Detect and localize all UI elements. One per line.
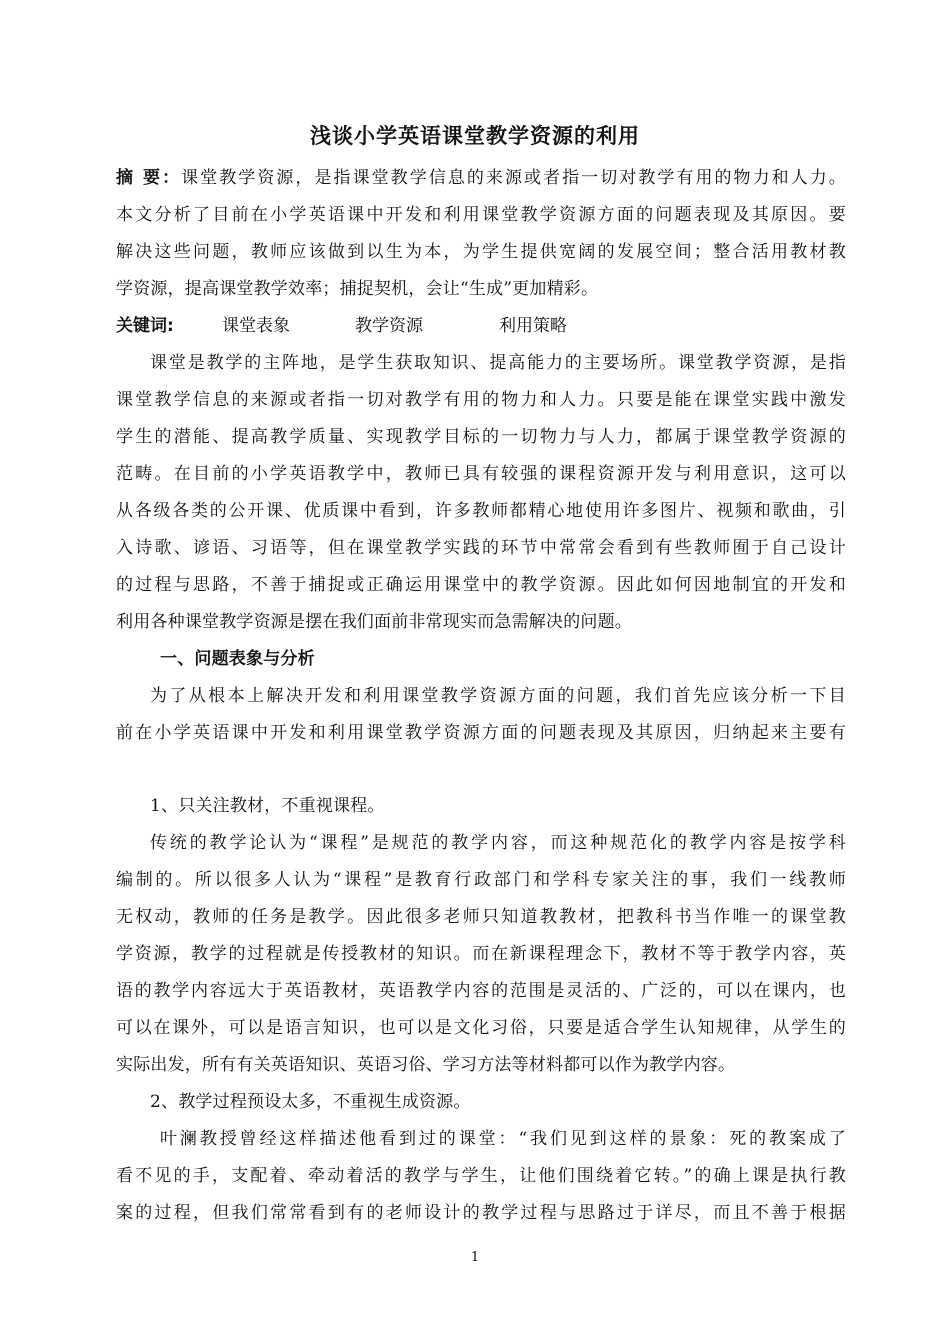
keyword-item: 课堂表象 — [222, 316, 290, 336]
point-para-line: 编制的。所以很多人认为“课程”是教育行政部门和学科专家关注的事，我们一线教师 — [116, 870, 846, 890]
point-heading: 1、只关注教材，不重视课程。 — [150, 796, 385, 816]
point-para-line: 案的过程，但我们常常看到有的老师设计的教学过程与思路过于详尽，而且不善于根据 — [116, 1203, 846, 1223]
abstract-line-1: 摘 要：课堂教学资源，是指课堂教学信息的来源或者指一切对教学有用的物力和人力。 — [116, 168, 846, 188]
keywords-label: 关键词: — [116, 316, 174, 336]
section-para-line: 为了从根本上解决开发和利用课堂教学资源方面的问题，我们首先应该分析一下目 — [150, 686, 846, 706]
intro-line: 学生的潜能、提高教学质量、实现教学目标的一切物力与人力，都属于课堂教学资源的 — [116, 427, 846, 447]
abstract-line-4: 学资源，提高课堂教学效率；捕捉契机，会让“生成”更加精彩。 — [116, 279, 599, 299]
intro-line: 利用各种课堂教学资源是摆在我们面前非常现实而急需解决的问题。 — [116, 612, 632, 632]
point-para-line: 看不见的手，支配着、牵动着活的教学与学生，让他们围绕着它转。”的确上课是执行教 — [116, 1166, 846, 1186]
section-para-line: 前在小学英语课中开发和利用课堂教学资源方面的问题表现及其原因，归纳起来主要有 — [116, 723, 846, 743]
point-para-line: 实际出发，所有有关英语知识、英语习俗、学习方法等材料都可以作为教学内容。 — [116, 1055, 736, 1075]
intro-line: 入诗歌、谚语、习语等，但在课堂教学实践的环节中常常会看到有些教师囿于自己设计 — [116, 538, 846, 558]
abstract-label: 摘 要： — [116, 168, 182, 188]
abstract-line-3: 解决这些问题，教师应该做到以生为本，为学生提供宽阔的发展空间；整合活用教材教 — [116, 242, 846, 262]
keyword-item: 利用策略 — [499, 316, 567, 336]
document-title: 浅谈小学英语课堂教学资源的利用 — [310, 124, 640, 148]
intro-line: 从各级各类的公开课、优质课中看到，许多教师都精心地使用许多图片、视频和歌曲，引 — [116, 501, 846, 521]
intro-line: 课堂教学信息的来源或者指一切对教学有用的物力和人力。只要是能在课堂实践中激发 — [116, 390, 846, 410]
point-para-line: 学资源，教学的过程就是传授教材的知识。而在新课程理念下，教材不等于教学内容，英 — [116, 944, 846, 964]
point-para-line: 无权动，教师的任务是教学。因此很多老师只知道教教材，把教科书当作唯一的课堂教 — [116, 907, 846, 927]
intro-line: 课堂是教学的主阵地，是学生获取知识、提高能力的主要场所。课堂教学资源，是指 — [150, 353, 846, 373]
point-para-line: 叶澜教授曾经这样描述他看到过的课堂：“我们见到这样的景象：死的教案成了 — [160, 1129, 846, 1149]
intro-line: 范畴。在目前的小学英语教学中，教师已具有较强的课程资源开发与利用意识，这可以 — [116, 464, 846, 484]
abstract-line-2: 本文分析了目前在小学英语课中开发和利用课堂教学资源方面的问题表现及其原因。要 — [116, 205, 846, 225]
keyword-item: 教学资源 — [355, 316, 423, 336]
point-heading: 2、教学过程预设太多，不重视生成资源。 — [150, 1092, 471, 1112]
point-para-line: 语的教学内容远大于英语教材，英语教学内容的范围是灵活的、广泛的，可以在课内，也 — [116, 981, 846, 1001]
point-para-line: 传统的教学论认为“课程”是规范的教学内容，而这种规范化的教学内容是按学科 — [150, 833, 846, 853]
page-number: 1 — [470, 1250, 480, 1265]
point-para-line: 可以在课外，可以是语言知识，也可以是文化习俗，只要是适合学生认知规律，从学生的 — [116, 1018, 846, 1038]
intro-line: 的过程与思路，不善于捕捉或正确运用课堂中的教学资源。因此如何因地制宜的开发和 — [116, 575, 846, 595]
section-heading: 一、问题表象与分析 — [160, 649, 315, 669]
